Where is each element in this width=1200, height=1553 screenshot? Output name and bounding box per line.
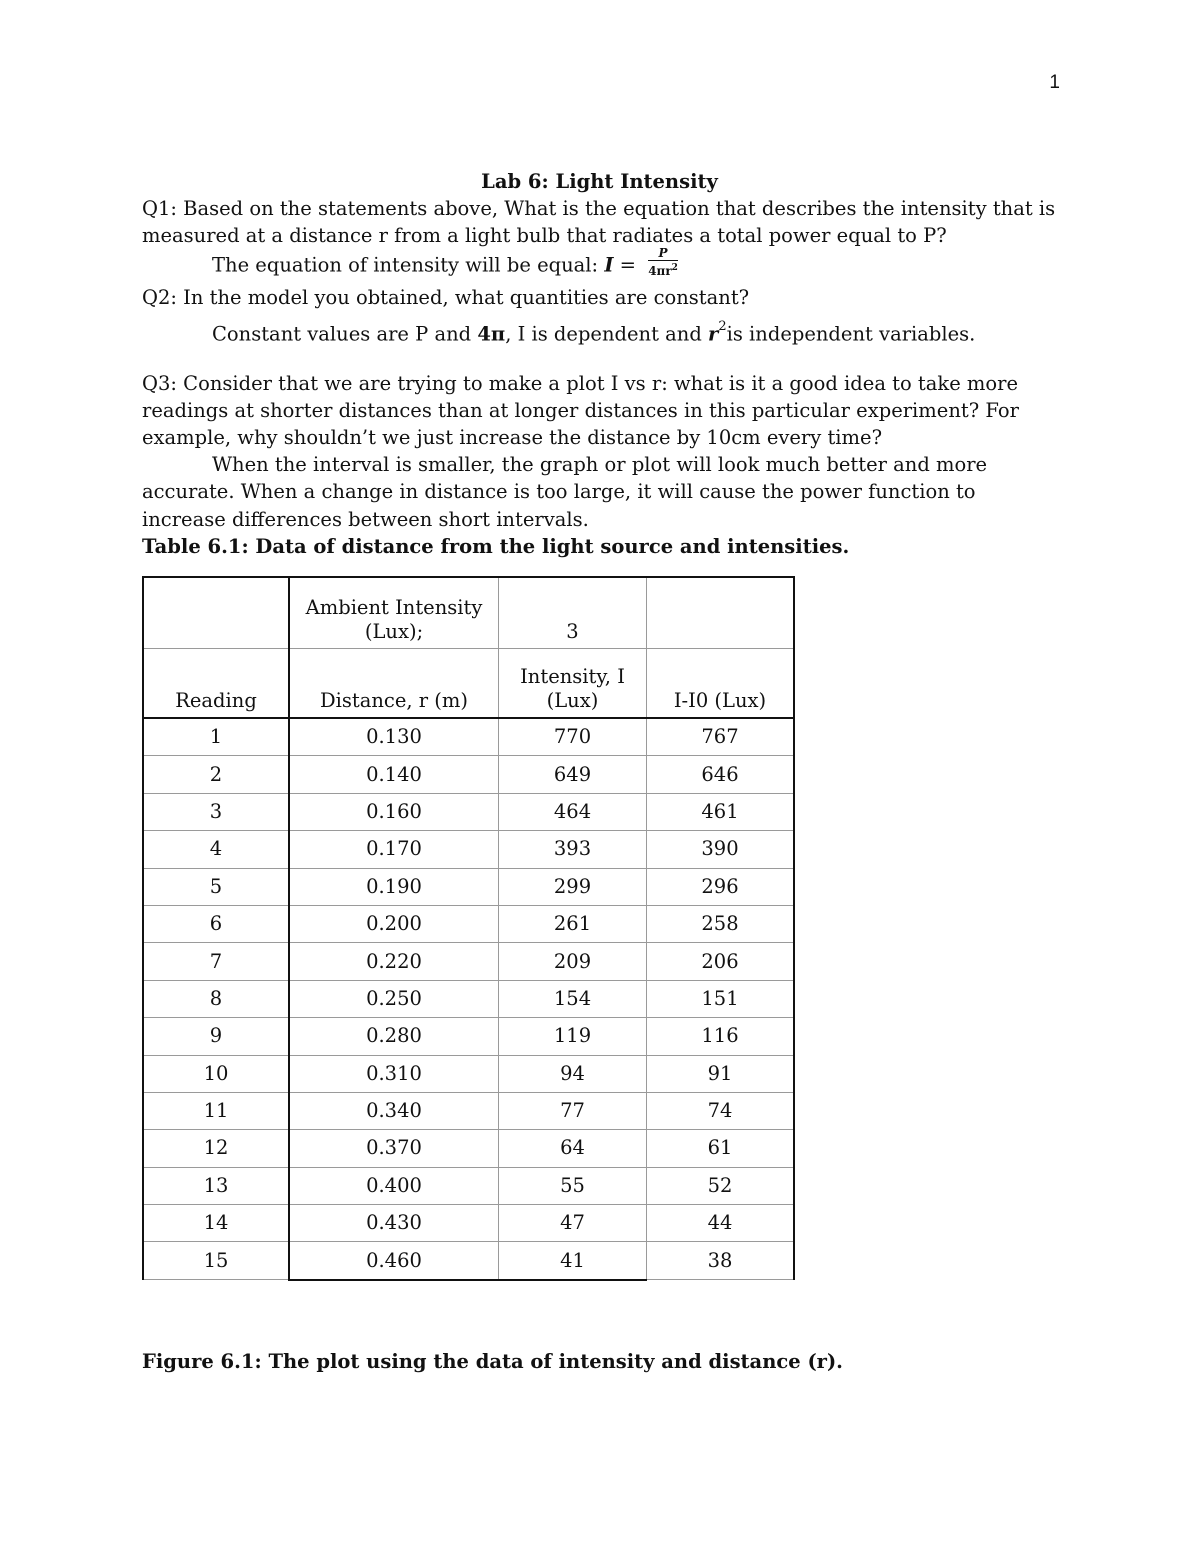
q1-answer bbox=[142, 245, 1062, 280]
corrected-intensity-cell: 767 bbox=[647, 718, 795, 756]
intensity-cell: 77 bbox=[499, 1092, 647, 1129]
corrected-intensity-cell: 461 bbox=[647, 793, 795, 830]
corrected-intensity-cell: 296 bbox=[647, 868, 795, 905]
corrected-intensity-cell: 206 bbox=[647, 943, 795, 980]
equation-denominator bbox=[648, 261, 678, 278]
reading-cell: 12 bbox=[143, 1130, 289, 1167]
table-row bbox=[143, 868, 794, 905]
q2-exponent: 2 bbox=[718, 318, 727, 334]
intensity-cell: 261 bbox=[499, 905, 647, 942]
table-row bbox=[143, 905, 794, 942]
header-distance: Distance, r (m) bbox=[289, 649, 499, 719]
q2-question: Q2: In the model you obtained, what quantities are constant? bbox=[142, 285, 750, 309]
distance-cell: 0.130 bbox=[289, 718, 499, 756]
corrected-intensity-cell: 52 bbox=[647, 1167, 795, 1204]
table-row bbox=[143, 718, 794, 756]
corrected-intensity-cell: 61 bbox=[647, 1130, 795, 1167]
ambient-label-line2: (Lux); bbox=[364, 620, 424, 643]
table-row bbox=[143, 1205, 794, 1242]
q2-answer-b: , I is dependent and bbox=[505, 322, 702, 346]
intensity-cell: 464 bbox=[499, 793, 647, 830]
corrected-intensity-cell: 151 bbox=[647, 980, 795, 1017]
q2-answer bbox=[142, 316, 1062, 348]
distance-cell: 0.370 bbox=[289, 1130, 499, 1167]
reading-cell: 14 bbox=[143, 1205, 289, 1242]
table-header-row bbox=[143, 649, 794, 719]
table-row bbox=[143, 1092, 794, 1129]
reading-cell: 2 bbox=[143, 756, 289, 793]
equation-numerator: P bbox=[648, 246, 678, 261]
reading-cell: 9 bbox=[143, 1018, 289, 1055]
intensity-cell: 209 bbox=[499, 943, 647, 980]
distance-cell: 0.310 bbox=[289, 1055, 499, 1092]
intensity-cell: 154 bbox=[499, 980, 647, 1017]
ambient-label-line1: Ambient Intensity bbox=[305, 596, 483, 619]
q2-answer-c: is independent variables. bbox=[726, 322, 976, 346]
intensity-cell: 393 bbox=[499, 831, 647, 868]
distance-cell: 0.140 bbox=[289, 756, 499, 793]
equation-exponent: 2 bbox=[671, 262, 678, 273]
corrected-intensity-cell: 44 bbox=[647, 1205, 795, 1242]
table-row bbox=[143, 793, 794, 830]
corrected-intensity-cell: 91 bbox=[647, 1055, 795, 1092]
corrected-intensity-cell: 74 bbox=[647, 1092, 795, 1129]
equation-denominator-text: 4πr bbox=[648, 263, 672, 278]
distance-cell: 0.250 bbox=[289, 980, 499, 1017]
reading-cell: 5 bbox=[143, 868, 289, 905]
page-number: 1 bbox=[1049, 72, 1060, 93]
reading-cell: 8 bbox=[143, 980, 289, 1017]
equation-lhs: I bbox=[604, 253, 614, 277]
intensity-cell: 770 bbox=[499, 718, 647, 756]
q2-constant: 4π bbox=[477, 322, 506, 346]
q1-answer-prefix: The equation of intensity will be equal: bbox=[212, 253, 599, 277]
table-row bbox=[143, 1242, 794, 1280]
table-row bbox=[143, 831, 794, 868]
distance-cell: 0.460 bbox=[289, 1242, 499, 1280]
distance-cell: 0.160 bbox=[289, 793, 499, 830]
table-row bbox=[143, 1018, 794, 1055]
distance-cell: 0.170 bbox=[289, 831, 499, 868]
reading-cell: 1 bbox=[143, 718, 289, 756]
table-row bbox=[143, 1167, 794, 1204]
reading-cell: 3 bbox=[143, 793, 289, 830]
ambient-label bbox=[289, 577, 499, 649]
q2-answer-a: Constant values are P and bbox=[212, 322, 472, 346]
intensity-cell: 64 bbox=[499, 1130, 647, 1167]
distance-cell: 0.190 bbox=[289, 868, 499, 905]
equation-sign: = bbox=[619, 253, 636, 277]
equation-fraction bbox=[648, 246, 678, 278]
corrected-intensity-cell: 646 bbox=[647, 756, 795, 793]
intensity-cell: 649 bbox=[499, 756, 647, 793]
table-row bbox=[143, 980, 794, 1017]
distance-cell: 0.430 bbox=[289, 1205, 499, 1242]
intensity-cell: 94 bbox=[499, 1055, 647, 1092]
q1-question: Q1: Based on the statements above, What is the equation that describes the intensity that is measured at a distance r from a light bulb that radiates a total power equal to P? bbox=[142, 197, 1056, 248]
reading-cell: 13 bbox=[143, 1167, 289, 1204]
table-ambient-row bbox=[143, 577, 794, 649]
distance-cell: 0.340 bbox=[289, 1092, 499, 1129]
reading-cell: 10 bbox=[143, 1055, 289, 1092]
header-corrected-intensity: I-I0 (Lux) bbox=[647, 649, 795, 719]
header-intensity bbox=[499, 649, 647, 719]
q3-answer: When the interval is smaller, the graph or plot will look much better and more accurate. When a change in distance is too large, it will cause the power function to increase differences between short intervals. bbox=[142, 453, 988, 531]
reading-cell: 11 bbox=[143, 1092, 289, 1129]
corrected-intensity-cell: 116 bbox=[647, 1018, 795, 1055]
table-caption: Table 6.1: Data of distance from the light source and intensities. bbox=[142, 534, 850, 558]
q2-variable: r bbox=[708, 322, 719, 346]
distance-cell: 0.400 bbox=[289, 1167, 499, 1204]
table-row bbox=[143, 756, 794, 793]
intensity-cell: 299 bbox=[499, 868, 647, 905]
reading-cell: 15 bbox=[143, 1242, 289, 1280]
corrected-intensity-cell: 38 bbox=[647, 1242, 795, 1280]
table-body bbox=[143, 718, 794, 1280]
intensity-cell: 41 bbox=[499, 1242, 647, 1280]
intensity-cell: 47 bbox=[499, 1205, 647, 1242]
distance-cell: 0.220 bbox=[289, 943, 499, 980]
document-body bbox=[142, 168, 1062, 560]
reading-cell: 4 bbox=[143, 831, 289, 868]
table-empty-cell bbox=[143, 577, 289, 649]
q3-question: Q3: Consider that we are trying to make a plot I vs r: what is it a good idea to take more readings at shorter distances than at longer distances in this particular experiment? For example, why shouldn’t we just increase the distance by 10cm every time? bbox=[142, 371, 1019, 449]
table-row bbox=[143, 1055, 794, 1092]
table-row bbox=[143, 1130, 794, 1167]
page-title: Lab 6: Light Intensity bbox=[481, 170, 718, 193]
header-reading: Reading bbox=[143, 649, 289, 719]
data-table bbox=[142, 576, 795, 1281]
header-intensity-line1: Intensity, I bbox=[520, 665, 625, 688]
table-row bbox=[143, 943, 794, 980]
header-intensity-line2: (Lux) bbox=[546, 689, 599, 712]
ambient-value: 3 bbox=[499, 577, 647, 649]
figure-caption: Figure 6.1: The plot using the data of intensity and distance (r). bbox=[142, 1350, 843, 1373]
distance-cell: 0.280 bbox=[289, 1018, 499, 1055]
corrected-intensity-cell: 390 bbox=[647, 831, 795, 868]
intensity-cell: 55 bbox=[499, 1167, 647, 1204]
reading-cell: 7 bbox=[143, 943, 289, 980]
intensity-cell: 119 bbox=[499, 1018, 647, 1055]
table-empty-cell bbox=[647, 577, 795, 649]
reading-cell: 6 bbox=[143, 905, 289, 942]
corrected-intensity-cell: 258 bbox=[647, 905, 795, 942]
distance-cell: 0.200 bbox=[289, 905, 499, 942]
